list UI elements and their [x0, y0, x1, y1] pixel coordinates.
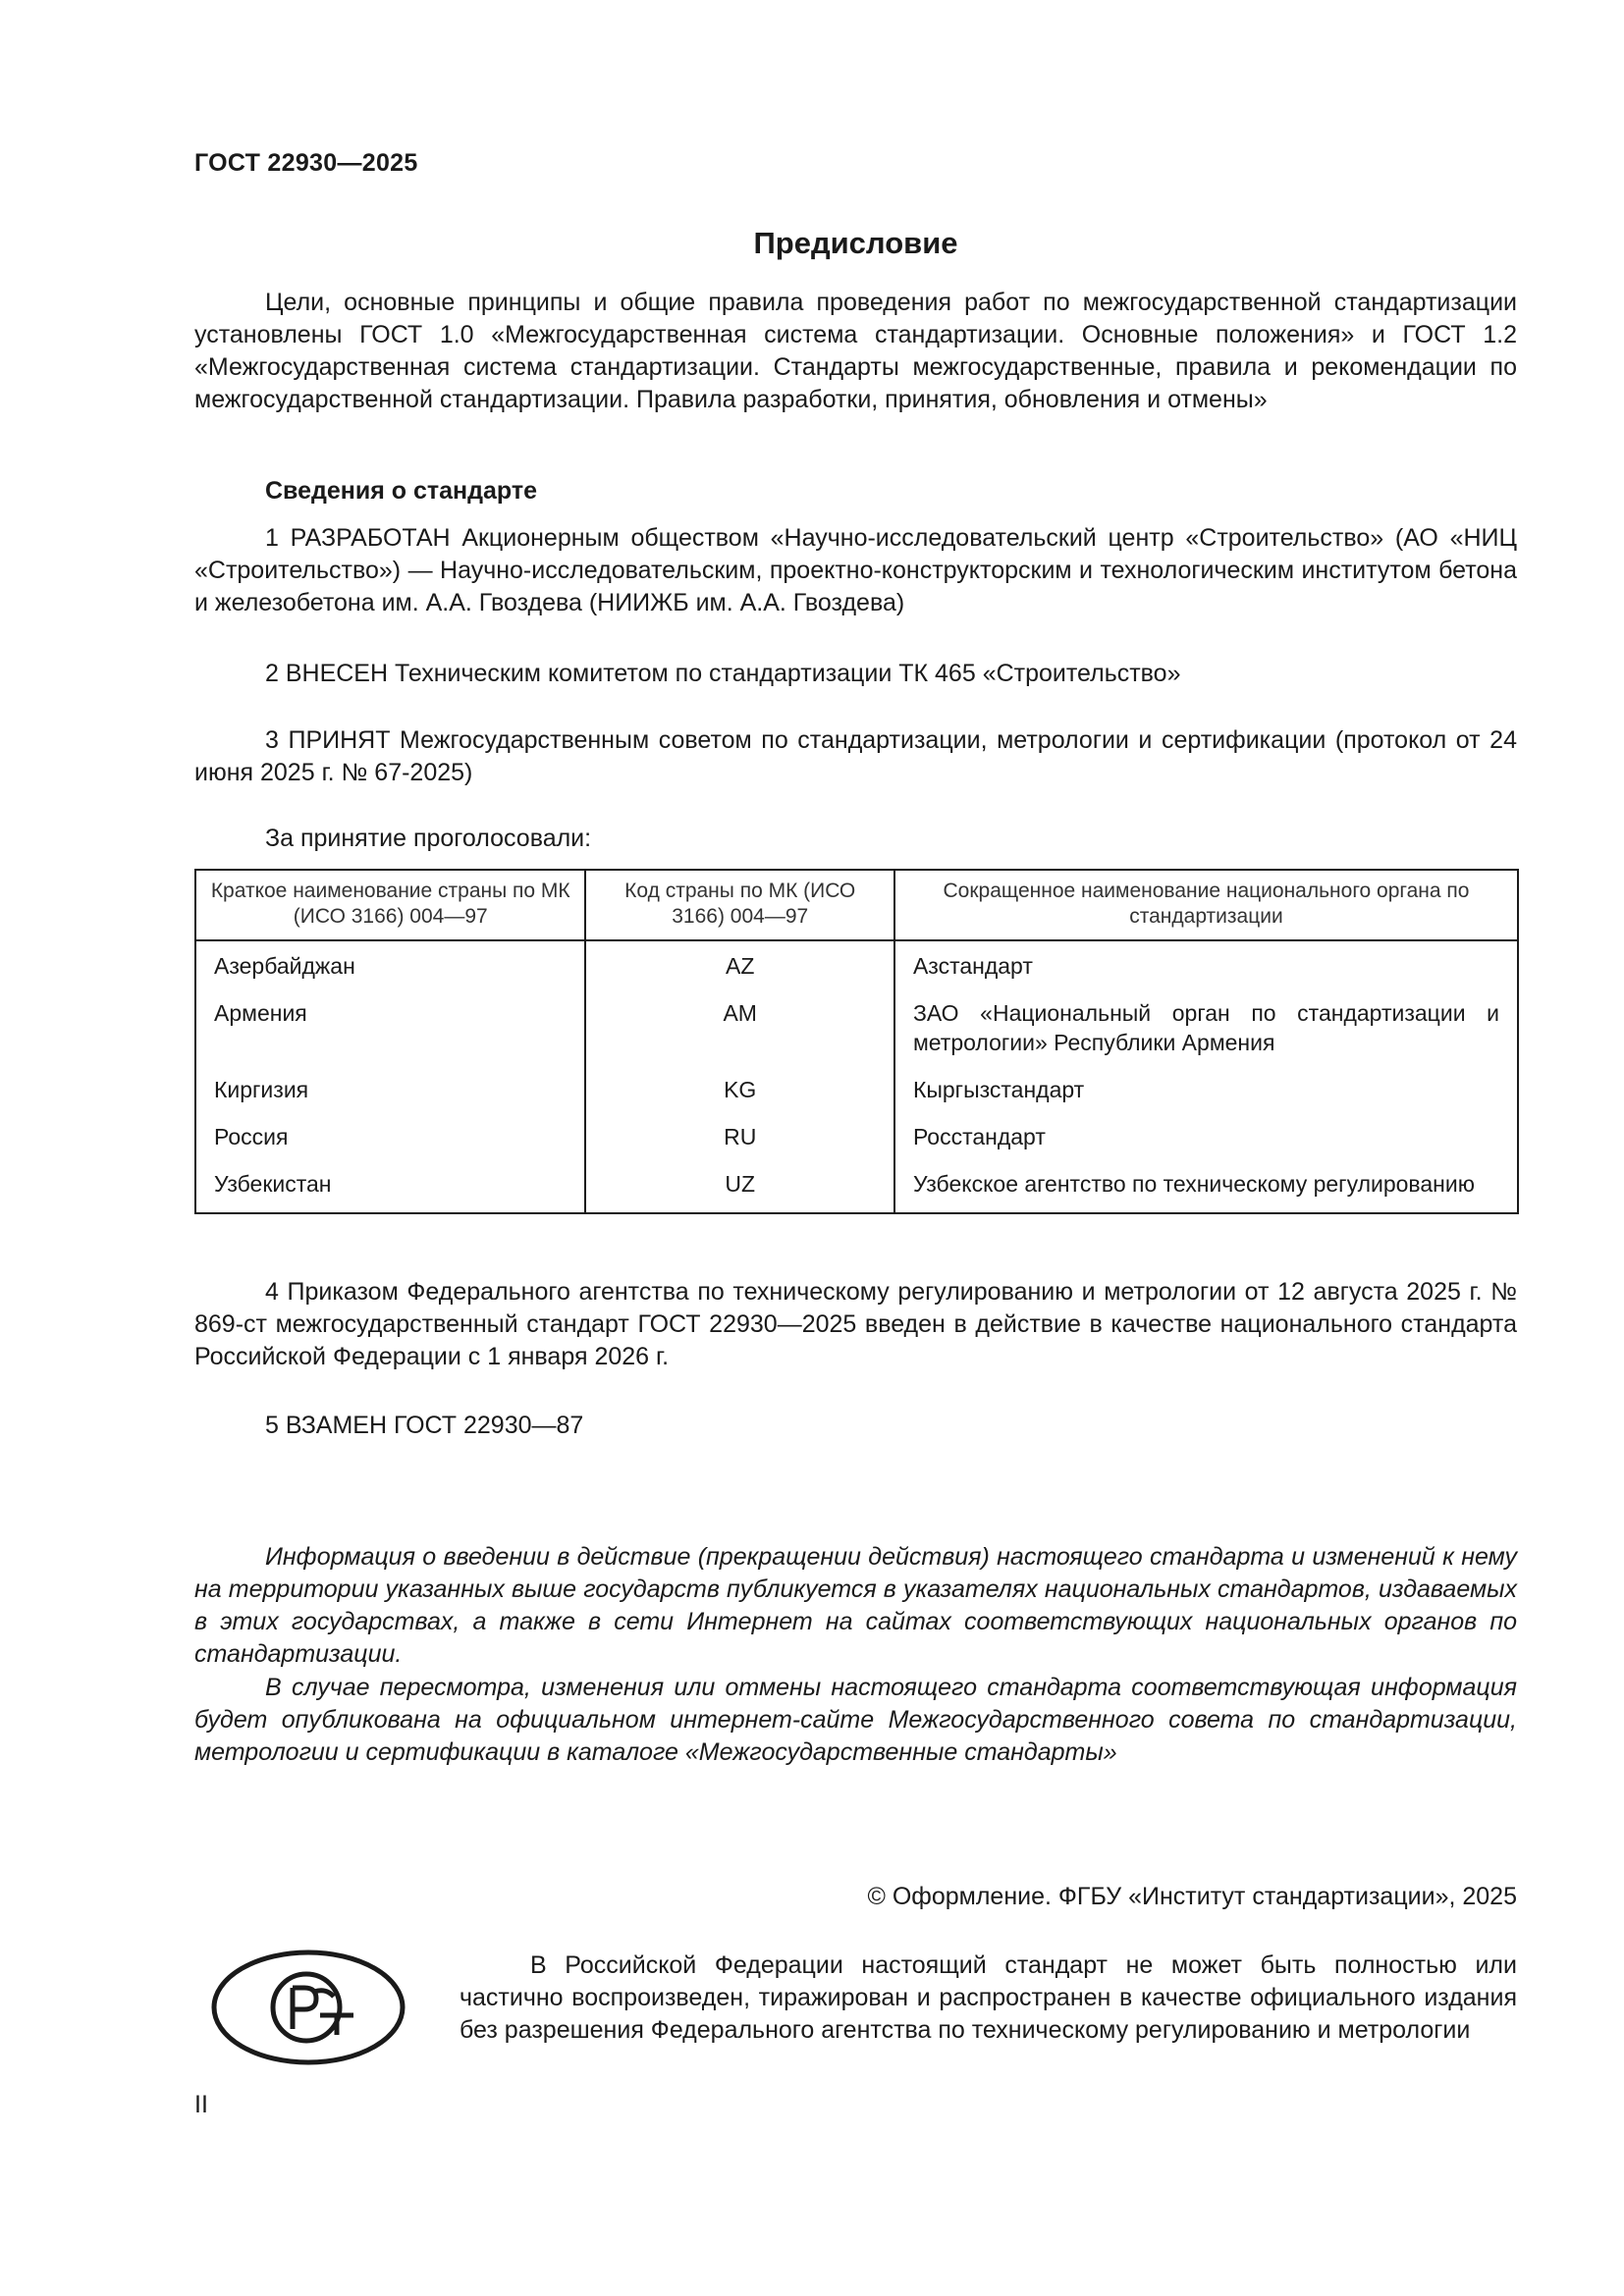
rights-notice: В Российской Федерации настоящий стандарт не может быть полностью или частично воспроизведен, тиражирован и распространен в качестве официального издания без разрешения Федерального агентства по техническому регулированию и метрологии [460, 1951, 1517, 2044]
table-row [195, 981, 1518, 1057]
table-row [195, 1151, 1518, 1213]
item-adopted: 3 ПРИНЯТ Межгосударственным советом по стандартизации, метрологии и сертификации (протокол от 24 июня 2025 г. № 67-2025) [194, 726, 1517, 786]
cell-org: Кыргызстандарт [912, 1077, 1085, 1102]
header-code: Код страны по МК (ИСО 3166) 004—97 [585, 870, 893, 940]
cell-org: Азстандарт [912, 953, 1033, 979]
cell-country: Узбекистан [195, 1151, 585, 1213]
item-replaces: 5 ВЗАМЕН ГОСТ 22930—87 [265, 1412, 584, 1439]
table-row [195, 1104, 1518, 1151]
cell-country: Россия [195, 1104, 585, 1151]
cell-org: Узбекское агентство по техническому регулированию [912, 1171, 1475, 1197]
cell-org: Росстандарт [912, 1124, 1046, 1149]
page-number: II [194, 2091, 208, 2118]
header-org: Сокращенное наименование национального органа по стандартизации [894, 870, 1518, 940]
intro-paragraph: Цели, основные принципы и общие правила проведения работ по межгосударственной стандартизации установлены ГОСТ 1.0 «Межгосударственная система стандартизации. Основные положения» и ГОСТ 1.2 «Межгосударственная система стандартизации. Стандарты межгосударственные, правила и рекомендации по межгосударственной стандартизации. Правила разработки, принятия, обновления и отмены» [194, 289, 1517, 413]
cell-code: AM [585, 981, 893, 1057]
rst-logo [210, 1949, 406, 2066]
rst-logo-icon [210, 1949, 406, 2066]
votes-table [194, 869, 1519, 1214]
copyright-line: © Оформление. ФГБУ «Институт стандартизации», 2025 [867, 1883, 1517, 1910]
votes-label: За принятие проголосовали: [265, 825, 592, 852]
header-country: Краткое наименование страны по МК (ИСО 3166) 004—97 [195, 870, 585, 940]
cell-code: AZ [585, 940, 893, 981]
cell-country: Азербайджан [195, 940, 585, 981]
cell-code: RU [585, 1104, 893, 1151]
cell-code: KG [585, 1057, 893, 1104]
item-submitted: 2 ВНЕСЕН Техническим комитетом по стандартизации ТК 465 «Строительство» [265, 660, 1181, 687]
document-id: ГОСТ 22930—2025 [194, 149, 418, 177]
item-enacted: 4 Приказом Федерального агентства по техническому регулированию и метрологии от 12 августа 2025 г. № 869-ст межгосударственный стандарт ГОСТ 22930—2025 введен в действие в качестве национального стандарта Российской Федерации с 1 января 2026 г. [194, 1278, 1517, 1370]
item-developed: 1 РАЗРАБОТАН Акционерным обществом «Научно-исследовательский центр «Строительство» (АО «НИЦ «Строительство») — Научно-исследовательским, проектно-конструкторским и технологическим институтом бетона и железобетона им. А.А. Гвоздева (НИИЖБ им. А.А. Гвоздева) [194, 524, 1517, 616]
table-row [195, 940, 1518, 981]
cell-country: Армения [195, 981, 585, 1057]
info-heading: Сведения о стандарте [265, 477, 538, 505]
table-header-row [195, 870, 1518, 940]
cell-org: ЗАО «Национальный орган по стандартизации и метрологии» Республики Армения [912, 1000, 1499, 1055]
notice-paragraph-2: В случае пересмотра, изменения или отмены настоящего стандарта соответствующая информация будет опубликована на официальном интернет-сайте Межгосударственного совета по стандартизации, метрологии и сертификации в каталоге «Межгосударственные стандарты» [194, 1674, 1517, 1766]
page-title: Предисловие [753, 226, 958, 260]
cell-country: Киргизия [195, 1057, 585, 1104]
table-row [195, 1057, 1518, 1104]
cell-code: UZ [585, 1151, 893, 1213]
notice-paragraph-1: Информация о введении в действие (прекращении действия) настоящего стандарта и изменений к нему на территории указанных выше государств публикуется в указателях национальных стандартов, издаваемых в этих государствах, а также в сети Интернет на сайтах соответствующих национальных органов по стандартизации. [194, 1543, 1517, 1668]
